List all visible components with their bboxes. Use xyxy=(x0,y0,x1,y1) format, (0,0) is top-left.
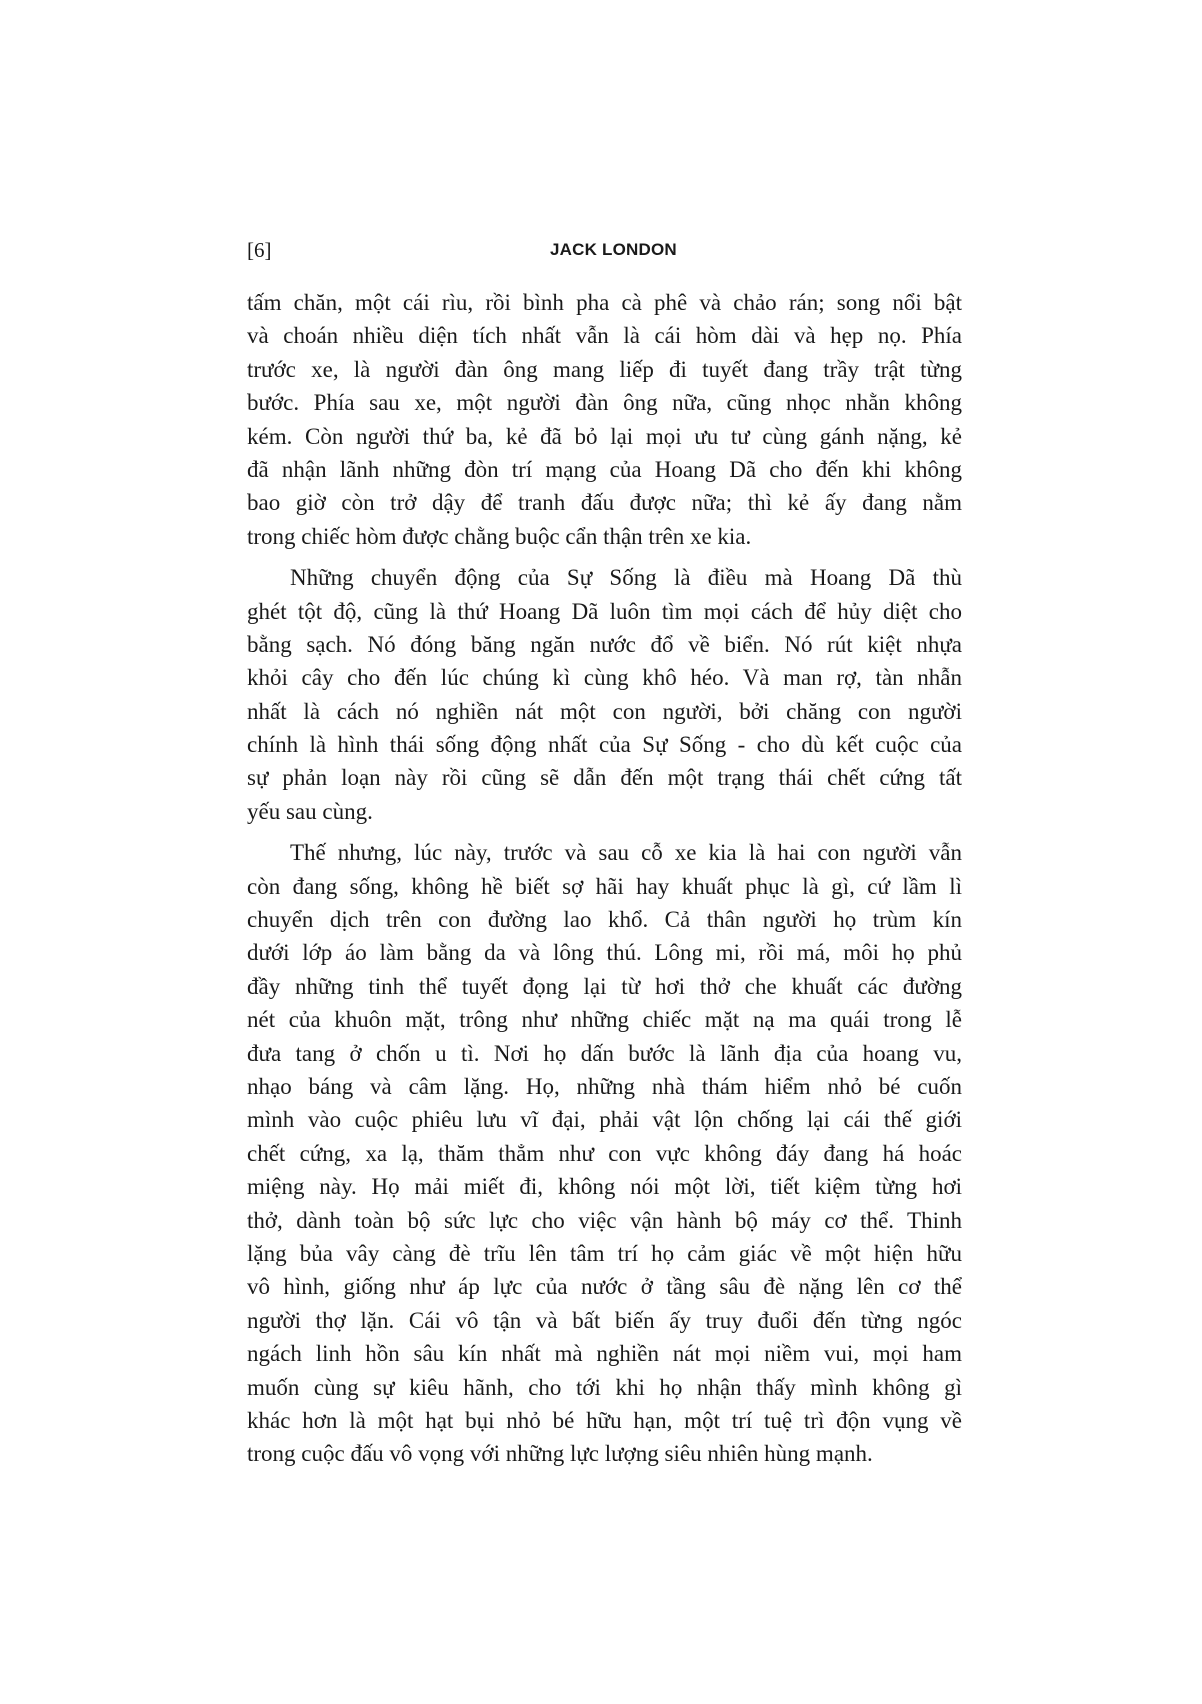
text-line: đưa tang ở chốn u tì. Nơi họ dấn bước là lãnh địa của hoang vu, xyxy=(247,1040,962,1066)
text-line: ngách linh hồn sâu kín nhất mà nghiền nát mọi niềm vui, mọi ham xyxy=(247,1341,962,1367)
text-line: mình vào cuộc phiêu lưu vĩ đại, phải vật lộn chống lại cái thế giới xyxy=(247,1107,962,1133)
text-line: trước xe, là người đàn ông mang liếp đi tuyết đang trầy trật từng xyxy=(247,356,962,382)
page-number: [6] xyxy=(247,238,272,262)
text-line: khác hơn là một hạt bụi nhỏ bé hữu hạn, một trí tuệ trì độn vụng về xyxy=(247,1407,962,1433)
text-line: nhất là cách nó nghiền nát một con người, bởi chăng con người xyxy=(247,698,962,724)
text-line: kém. Còn người thứ ba, kẻ đã bỏ lại mọi ưu tư cùng gánh nặng, kẻ xyxy=(247,423,962,449)
paragraph xyxy=(247,561,962,828)
text-line: tấm chăn, một cái rìu, rồi bình pha cà phê và chảo rán; song nổi bật xyxy=(247,290,962,315)
text-line: dưới lớp áo làm bằng da và lông thú. Lông mi, rồi má, môi họ phủ xyxy=(247,940,962,966)
text-line: người thợ lặn. Cái vô tận và bất biến ấy truy đuổi đến từng ngóc xyxy=(247,1307,962,1333)
text-line: lặng bủa vây càng đè trĩu lên tâm trí họ cảm giác về một hiện hữu xyxy=(247,1240,962,1266)
text-line: đã nhận lãnh những đòn trí mạng của Hoang Dã cho đến khi không xyxy=(247,456,962,482)
text-line: chính là hình thái sống động nhất của Sự Sống - cho dù kết cuộc của xyxy=(247,732,962,758)
text-line: và choán nhiều diện tích nhất vẫn là cái hòm dài và hẹp nọ. Phía xyxy=(247,323,962,349)
text-line: bước. Phía sau xe, một người đàn ông nữa, cũng nhọc nhằn không xyxy=(247,390,962,416)
text-line: thở, dành toàn bộ sức lực cho việc vận hành bộ máy cơ thể. Thinh xyxy=(247,1207,962,1233)
text-line: khỏi cây cho đến lúc chúng kì cùng khô héo. Và man rợ, tàn nhẫn xyxy=(247,665,962,691)
text-line: yếu sau cùng. xyxy=(247,798,373,824)
text-line: đầy những tinh thể tuyết đọng lại từ hơi thở che khuất các đường xyxy=(247,973,962,999)
text-line: trong cuộc đấu vô vọng với những lực lượng siêu nhiên hùng mạnh. xyxy=(247,1441,873,1467)
text-line: còn đang sống, không hề biết sợ hãi hay khuất phục là gì, cứ lầm lì xyxy=(247,873,962,899)
body-text xyxy=(247,286,962,1479)
text-line: ghét tột độ, cũng là thứ Hoang Dã luôn tìm mọi cách để hủy diệt cho xyxy=(247,598,962,624)
paragraph xyxy=(247,836,962,1470)
text-line: vô hình, giống như áp lực của nước ở tầng sâu đè nặng lên cơ thể xyxy=(247,1274,962,1300)
text-line: Thế nhưng, lúc này, trước và sau cỗ xe kia là hai con người vẫn xyxy=(290,840,962,866)
text-line: muốn cùng sự kiêu hãnh, cho tới khi họ nhận thấy mình không gì xyxy=(247,1374,962,1400)
paragraph xyxy=(247,286,962,553)
text-line: nét của khuôn mặt, trông như những chiếc mặt nạ ma quái trong lễ xyxy=(247,1007,962,1033)
text-line: chết cứng, xa lạ, thăm thẳm như con vực không đáy đang há hoác xyxy=(247,1140,962,1166)
text-line: miệng này. Họ mải miết đi, không nói một lời, tiết kiệm từng hơi xyxy=(247,1174,962,1200)
text-line: Những chuyển động của Sự Sống là điều mà Hoang Dã thù xyxy=(290,565,962,591)
running-title: JACK LONDON xyxy=(550,240,677,259)
text-line: chuyển dịch trên con đường lao khổ. Cả thân người họ trùm kín xyxy=(247,907,962,933)
text-line: sự phản loạn này rồi cũng sẽ dẫn đến một trạng thái chết cứng tất xyxy=(247,765,962,791)
text-line: bao giờ còn trở dậy để tranh đấu được nữa; thì kẻ ấy đang nằm xyxy=(247,490,962,516)
text-line: trong chiếc hòm được chằng buộc cẩn thận trên xe kia. xyxy=(247,523,752,549)
text-line: nhạo báng và câm lặng. Họ, những nhà thám hiểm nhỏ bé cuốn xyxy=(247,1073,962,1099)
running-header xyxy=(247,237,962,263)
text-line: bằng sạch. Nó đóng băng ngăn nước đổ về biển. Nó rút kiệt nhựa xyxy=(247,631,962,657)
